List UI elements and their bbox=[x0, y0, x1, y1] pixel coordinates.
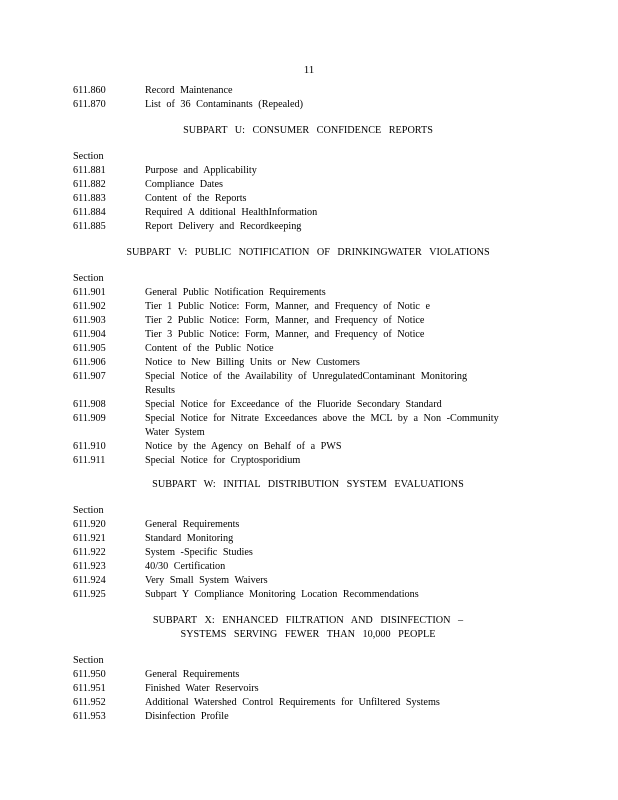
list-item bbox=[73, 342, 543, 356]
list-item bbox=[73, 192, 543, 206]
list-item bbox=[73, 574, 543, 588]
section-number: 611.908 bbox=[73, 399, 106, 410]
section-number: 611.904 bbox=[73, 329, 106, 340]
list-item bbox=[73, 412, 543, 426]
section-label: Section bbox=[73, 655, 104, 666]
section-title: Purpose and Applicability bbox=[145, 165, 257, 176]
section-title: Required A dditional HealthInformation bbox=[145, 207, 318, 218]
list-item bbox=[73, 370, 543, 384]
section-number: 611.885 bbox=[73, 221, 106, 232]
list-item bbox=[73, 206, 543, 220]
subpart-heading-line: SUBPART V: PUBLIC NOTIFICATION OF DRINKINGWATER VIOLATIONS bbox=[126, 247, 490, 258]
list-item bbox=[73, 696, 543, 710]
section-label: Section bbox=[73, 273, 104, 284]
section-label: Section bbox=[73, 505, 104, 516]
section-number: 611.906 bbox=[73, 357, 106, 368]
subpart-heading bbox=[73, 614, 543, 642]
section-list bbox=[73, 504, 543, 602]
section-title: Special Notice of the Availability of UnregulatedContaminant Monitoring bbox=[145, 371, 468, 382]
section-title: General Requirements bbox=[145, 519, 240, 530]
section-title: Report Delivery and Recordkeeping bbox=[145, 221, 302, 232]
list-item bbox=[73, 454, 543, 468]
section-number: 611.883 bbox=[73, 193, 106, 204]
section-number: 611.903 bbox=[73, 315, 106, 326]
section-list bbox=[73, 654, 543, 724]
list-item bbox=[73, 314, 543, 328]
section-number: 611.907 bbox=[73, 371, 106, 382]
section-title: Subpart Y Compliance Monitoring Location Recommendations bbox=[145, 589, 419, 600]
section-list bbox=[73, 150, 543, 234]
section-number: 611.923 bbox=[73, 561, 106, 572]
section-title-continuation: Results bbox=[145, 385, 176, 396]
subpart-heading bbox=[73, 478, 543, 492]
section-title: Tier 1 Public Notice: Form, Manner, and Frequency of Notic e bbox=[145, 301, 430, 312]
list-item bbox=[73, 588, 543, 602]
section-title-continuation: Water System bbox=[145, 427, 205, 438]
section-title: Special Notice for Exceedance of the Fluoride Secondary Standard bbox=[145, 399, 442, 410]
section-number: 611.870 bbox=[73, 99, 106, 110]
subpart-heading-line: SUBPART W: INITIAL DISTRIBUTION SYSTEM EVALUATIONS bbox=[152, 479, 464, 490]
section-number: 611.952 bbox=[73, 697, 106, 708]
list-item bbox=[73, 178, 543, 192]
list-item bbox=[73, 440, 543, 454]
section-title: Special Notice for Cryptosporidium bbox=[145, 455, 301, 466]
section-title: Notice by the Agency on Behalf of a PWS bbox=[145, 441, 342, 452]
section-title: System -Specific Studies bbox=[145, 547, 253, 558]
list-item bbox=[73, 286, 543, 300]
section-title: General Public Notification Requirements bbox=[145, 287, 326, 298]
section-title: Content of the Reports bbox=[145, 193, 247, 204]
section-number: 611.860 bbox=[73, 85, 106, 96]
section-number: 611.925 bbox=[73, 589, 106, 600]
section-list bbox=[73, 84, 543, 112]
section-number: 611.910 bbox=[73, 441, 106, 452]
section-title: Very Small System Waivers bbox=[145, 575, 268, 586]
subpart-heading-line: SUBPART X: ENHANCED FILTRATION AND DISINFECTION – bbox=[152, 615, 464, 626]
section-title: Compliance Dates bbox=[145, 179, 223, 190]
section-title: Notice to New Billing Units or New Customers bbox=[145, 357, 360, 368]
section-list bbox=[73, 272, 543, 468]
list-item bbox=[73, 532, 543, 546]
section-number: 611.881 bbox=[73, 165, 106, 176]
section-title: Finished Water Reservoirs bbox=[145, 683, 259, 694]
section-number: 611.953 bbox=[73, 711, 106, 722]
list-item bbox=[73, 328, 543, 342]
section-number: 611.911 bbox=[73, 455, 106, 466]
list-item bbox=[73, 682, 543, 696]
section-title: List of 36 Contaminants (Repealed) bbox=[145, 99, 303, 110]
section-title: Tier 3 Public Notice: Form, Manner, and Frequency of Notice bbox=[145, 329, 425, 340]
list-item bbox=[73, 356, 543, 370]
section-number: 611.920 bbox=[73, 519, 106, 530]
list-item bbox=[73, 560, 543, 574]
section-number: 611.921 bbox=[73, 533, 106, 544]
section-title: Disinfection Profile bbox=[145, 711, 229, 722]
section-number: 611.909 bbox=[73, 413, 106, 424]
subpart-heading bbox=[73, 246, 543, 260]
list-item bbox=[73, 98, 543, 112]
section-number: 611.884 bbox=[73, 207, 106, 218]
section-title: Special Notice for Nitrate Exceedances above the MCL by a Non -Community bbox=[145, 413, 499, 424]
section-title: Standard Monitoring bbox=[145, 533, 234, 544]
list-item bbox=[73, 518, 543, 532]
list-item bbox=[73, 84, 543, 98]
section-number: 611.901 bbox=[73, 287, 106, 298]
page-number: 11 bbox=[303, 64, 315, 76]
section-title: Tier 2 Public Notice: Form, Manner, and Frequency of Notice bbox=[145, 315, 425, 326]
subpart-heading-line: SUBPART U: CONSUMER CONFIDENCE REPORTS bbox=[183, 125, 433, 136]
section-number: 611.882 bbox=[73, 179, 106, 190]
subpart-heading-line: SYSTEMS SERVING FEWER THAN 10,000 PEOPLE bbox=[180, 629, 436, 640]
section-number: 611.905 bbox=[73, 343, 106, 354]
section-number: 611.950 bbox=[73, 669, 106, 680]
section-title: Additional Watershed Control Requirements for Unfiltered Systems bbox=[145, 697, 440, 708]
list-item bbox=[73, 546, 543, 560]
section-title: General Requirements bbox=[145, 669, 240, 680]
list-item bbox=[73, 300, 543, 314]
subpart-heading bbox=[73, 124, 543, 138]
section-title: Record Maintenance bbox=[145, 85, 233, 96]
section-number: 611.924 bbox=[73, 575, 106, 586]
section-number: 611.951 bbox=[73, 683, 106, 694]
section-number: 611.902 bbox=[73, 301, 106, 312]
list-item bbox=[73, 668, 543, 682]
list-item bbox=[73, 398, 543, 412]
list-item bbox=[73, 710, 543, 724]
section-title: 40/30 Certification bbox=[145, 561, 226, 572]
section-number: 611.922 bbox=[73, 547, 106, 558]
section-title: Content of the Public Notice bbox=[145, 343, 274, 354]
section-label: Section bbox=[73, 151, 104, 162]
list-item bbox=[73, 164, 543, 178]
list-item bbox=[73, 220, 543, 234]
